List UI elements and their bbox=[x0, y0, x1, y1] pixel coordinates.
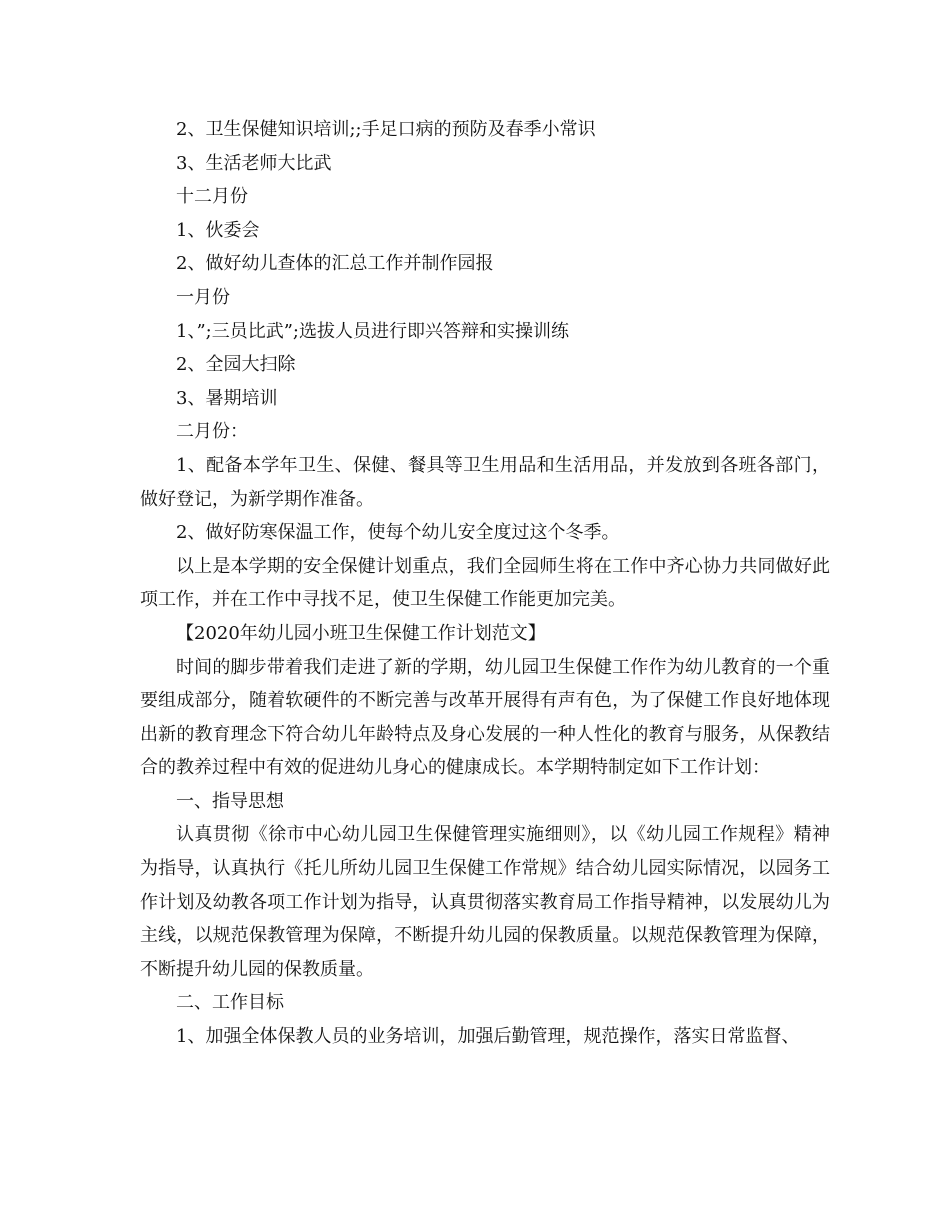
section-title: 【2020年幼儿园小班卫生保健工作计划范文】 bbox=[176, 622, 546, 644]
heading-work-goals: 二、工作目标 bbox=[176, 992, 284, 1014]
paragraph-training: 2、卫生保健知识培训;;手足口病的预防及春季小常识 bbox=[176, 119, 596, 140]
paragraph-summer-training: 3、暑期培训 bbox=[176, 387, 278, 409]
paragraph-summary: 以上是本学期的安全保健计划重点，我们全园师生将在工作中齐心协力共同做好此项工作，并在工作中寻找不足，使卫生保健工作能更加完美。 bbox=[140, 555, 830, 611]
paragraph-goal-1: 1、加强全体保教人员的业务培训，加强后勤管理，规范操作，落实日常监督、 bbox=[176, 1026, 800, 1048]
paragraph-supplies: 1、配备本学年卫生、保健、餐具等卫生用品和生活用品，并发放到各班各部门，做好登记，为新学期作准备。 bbox=[140, 454, 830, 510]
heading-december: 十二月份 bbox=[176, 186, 248, 208]
heading-guiding-thought: 一、指导思想 bbox=[176, 790, 284, 812]
paragraph-guiding-thought: 认真贯彻《徐市中心幼儿园卫生保健管理实施细则》，以《幼儿园工作规程》精神为指导，认真执行《托儿所幼儿园卫生保健工作常规》结合幼儿园实际情况，以园务工作计划及幼教各项工作计划为指导，认真贯彻落实教育局工作指导精神，以发展幼儿为主线，以规范保教管理为保障，不断提升幼儿园的保教质量。以规范保教管理为保障，不断提升幼儿园的保教质量。 bbox=[140, 824, 830, 980]
paragraph-introduction: 时间的脚步带着我们走进了新的学期，幼儿园卫生保健工作作为幼儿教育的一个重要组成部分，随着软硬件的不断完善与改革开展得有声有色，为了保健工作良好地体现出新的教育理念下符合幼儿年龄特点及身心发展的一种人性化的教育与服务，从保教结合的教养过程中有效的促进幼儿身心的健康成长。本学期特制定如下工作计划： bbox=[140, 656, 830, 779]
paragraph-teacher-contest: 3、生活老师大比武 bbox=[176, 152, 332, 174]
document-body bbox=[140, 113, 830, 1054]
heading-february: 二月份： bbox=[176, 421, 248, 443]
paragraph-winter: 2、做好防寒保温工作，使每个幼儿安全度过这个冬季。 bbox=[176, 522, 620, 544]
paragraph-health-check: 2、做好幼儿查体的汇总工作并制作园报 bbox=[176, 253, 494, 275]
heading-january: 一月份 bbox=[176, 286, 230, 308]
paragraph-cleaning: 2、全园大扫除 bbox=[176, 354, 296, 376]
paragraph-staff-contest: 1、”;三员比武”;选拔人员进行即兴答辩和实操训练 bbox=[176, 320, 569, 342]
paragraph-committee: 1、伙委会 bbox=[176, 219, 260, 241]
